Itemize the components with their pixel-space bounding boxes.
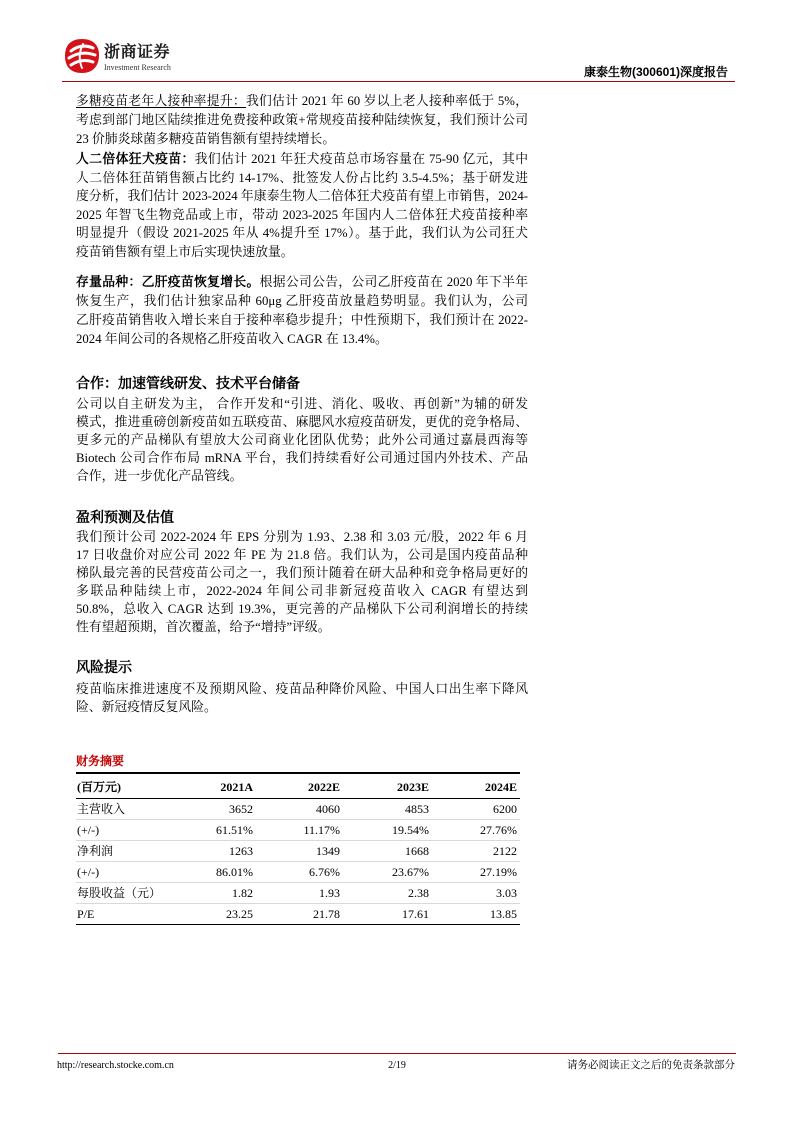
paragraph-line: 人二倍体狂苗销售额占比约 14-17%、批签发人份占比约 3.5-4.5%；基于研发进 — [76, 170, 528, 185]
table-cell: 19.54% — [392, 823, 429, 837]
table-cell: 86.01% — [216, 865, 253, 879]
row-label: 净利润 — [77, 844, 114, 858]
paragraph-line: 险、新冠疫情反复风险。 — [76, 700, 217, 714]
row-label: P/E — [77, 907, 95, 921]
section-body-cooperation — [76, 395, 528, 485]
paragraph-lead: 多糖疫苗老年人接种率提升： — [76, 94, 246, 108]
paragraph-line: 考虑到部门地区陆续推进免费接种政策+常规疫苗接种陆续恢复，我们预计公司 — [76, 113, 528, 127]
section-body-risks — [76, 680, 528, 716]
financial-summary-table — [76, 772, 520, 925]
table-cell: 2122 — [493, 844, 517, 858]
table-cell: 4853 — [405, 802, 429, 816]
table-cell: 27.19% — [480, 865, 517, 879]
zheshang-securities-logo-icon — [63, 37, 101, 75]
table-cell: 23.25 — [226, 907, 253, 921]
table-cell: 23.67% — [392, 865, 429, 879]
paragraph-polysaccharide-vaccine — [76, 92, 528, 149]
table-cell: 1.93 — [319, 886, 340, 900]
page-number: 2/19 — [388, 1060, 406, 1071]
table-row — [76, 862, 520, 883]
row-label: (+/-) — [77, 865, 100, 879]
paragraph-line: 度分析，我们估计 2023-2024 年康泰生物人二倍体狂犬疫苗有望上市销售，2024- — [76, 189, 528, 204]
table-header-row — [76, 774, 520, 799]
table-cell: 17.61 — [402, 907, 429, 921]
footer-rule — [58, 1053, 736, 1054]
table-cell: 1349 — [316, 844, 340, 858]
table-cell: 11.17% — [303, 823, 340, 837]
paragraph-line: 疫苗销售额有望上市后实现快速放量。 — [76, 244, 294, 259]
column-header: 2021A — [220, 780, 253, 794]
table-cell: 3652 — [229, 802, 253, 816]
paragraph-lead: 存量品种：乙肝疫苗恢复增长。 — [76, 275, 260, 289]
table-row — [76, 820, 520, 841]
brand-name-en: Investment Research — [104, 63, 171, 72]
section-heading: 合作：加速管线研发、技术平台储备 — [76, 375, 300, 391]
website-link[interactable]: http://research.stocke.com.cn — [57, 1060, 174, 1071]
paragraph-line: 合作，进一步优化产品管线。 — [76, 469, 243, 483]
table-cell: 27.76% — [480, 823, 517, 837]
table-cell: 2.38 — [408, 886, 429, 900]
line-text: 根据公司公告，公司乙肝疫苗在 2020 年下半年 — [259, 275, 529, 289]
paragraph-line: 更多元的产品梯队有望放大公司商业化团队优势；此外公司通过嘉晨西海等 — [76, 433, 528, 447]
paragraph-line: 明显提升（假设 2021-2025 年从 4%提升至 17%）。基于此，我们认为公司狂犬 — [76, 226, 528, 241]
paragraph-line: 疫苗临床推进速度不及预期风险、疫苗品种降价风险、中国人口出生率下降风 — [76, 682, 528, 696]
column-header: (百万元) — [77, 780, 121, 794]
report-title: 康泰生物(300601)深度报告 — [583, 65, 728, 79]
table-row — [76, 841, 520, 862]
paragraph-line: 恢复生产，我们估计独家品种 60μg 乙肝疫苗放量趋势明显。我们认为，公司 — [76, 294, 528, 308]
table-cell: 61.51% — [216, 823, 253, 837]
paragraph-rabies-vaccine — [76, 150, 528, 262]
paragraph-line — [76, 273, 528, 292]
table-cell: 21.78 — [313, 907, 340, 921]
brand-name-cn: 浙商证券 — [104, 44, 171, 61]
paragraph-line: 模式，推进重磅创新疫苗如五联疫苗、麻腮风水痘疫苗研发，更优的竞争格局、 — [76, 415, 528, 429]
column-header: 2024E — [484, 780, 517, 794]
column-header: 2022E — [307, 780, 340, 794]
disclaimer-note: 请务必阅读正文之后的免责条款部分 — [567, 1060, 735, 1071]
header-rule — [62, 81, 735, 82]
paragraph-line: 2025 年智飞生物竞品或上市，带动 2023-2025 年国内人二倍体狂犬疫苗接种率 — [76, 207, 528, 222]
logo-mark — [63, 37, 101, 75]
table-cell: 13.85 — [490, 907, 517, 921]
paragraph-line: Biotech 公司合作布局 mRNA 平台，我们持续看好公司通过国内外技术、产品 — [76, 451, 528, 465]
table-cell: 3.03 — [496, 886, 517, 900]
table-row — [76, 904, 520, 925]
financial-summary-title: 财务摘要 — [76, 754, 125, 768]
paragraph-hepatitis-b-vaccine — [76, 273, 528, 349]
paragraph-line: 23 价肺炎球菌多糖疫苗销售额有望持续增长。 — [76, 132, 336, 146]
paragraph-line: 17 日收盘价对应公司 2022 年 PE 为 21.8 倍。我们认为，公司是国内疫苗品种 — [76, 548, 528, 562]
table-row — [76, 883, 520, 904]
row-label: 每股收益（元） — [77, 886, 162, 900]
line-text: 我们估计 2021 年 60 岁以上老人接种率低于 5%， — [245, 94, 528, 108]
table-cell: 6.76% — [309, 865, 340, 879]
paragraph-line: 2024 年间公司的各规格乙肝疫苗收入 CAGR 在 13.4%。 — [76, 332, 388, 346]
row-label: (+/-) — [77, 823, 100, 837]
table-cell: 4060 — [316, 802, 340, 816]
paragraph-line — [76, 92, 528, 111]
paragraph-line: 乙肝疫苗销售收入增长来自于接种率稳步提升；中性预期下，我们预计在 2022- — [76, 313, 528, 327]
paragraph-line: 公司以自主研发为主， 合作开发和“引进、消化、吸收、再创新”为辅的研发 — [76, 397, 528, 411]
table-row — [76, 799, 520, 820]
line-text: 我们估计 2021 年狂犬疫苗总市场容量在 75-90 亿元，其中 — [194, 152, 529, 166]
section-heading: 风险提示 — [76, 659, 132, 675]
paragraph-line: 我们预计公司 2022-2024 年 EPS 分别为 1.93、2.38 和 3.03 元/股，2022 年 6 月 — [76, 530, 528, 544]
paragraph-line — [76, 150, 528, 169]
section-heading: 盈利预测及估值 — [76, 509, 174, 525]
column-header: 2023E — [396, 780, 429, 794]
table-cell: 6200 — [493, 802, 517, 816]
paragraph-line: 性有望超预期，首次覆盖，给予“增持”评级。 — [76, 620, 331, 634]
table-cell: 1.82 — [232, 886, 253, 900]
paragraph-line: 多联品种陆续上市，2022-2024 年间公司非新冠疫苗收入 CAGR 有望达到 — [76, 584, 528, 598]
section-body-forecast — [76, 528, 528, 636]
row-label: 主营收入 — [77, 802, 126, 816]
table-cell: 1263 — [229, 844, 253, 858]
paragraph-lead: 人二倍体狂犬疫苗： — [76, 152, 195, 166]
paragraph-line: 梯队最完善的民营疫苗公司之一，我们预计随着在研大品种和竞争格局更好的 — [76, 566, 528, 580]
table-cell: 1668 — [405, 844, 429, 858]
paragraph-line: 50.8%，总收入 CAGR 达到 19.3%，更完善的产品梯队下公司利润增长的持续 — [76, 602, 528, 616]
